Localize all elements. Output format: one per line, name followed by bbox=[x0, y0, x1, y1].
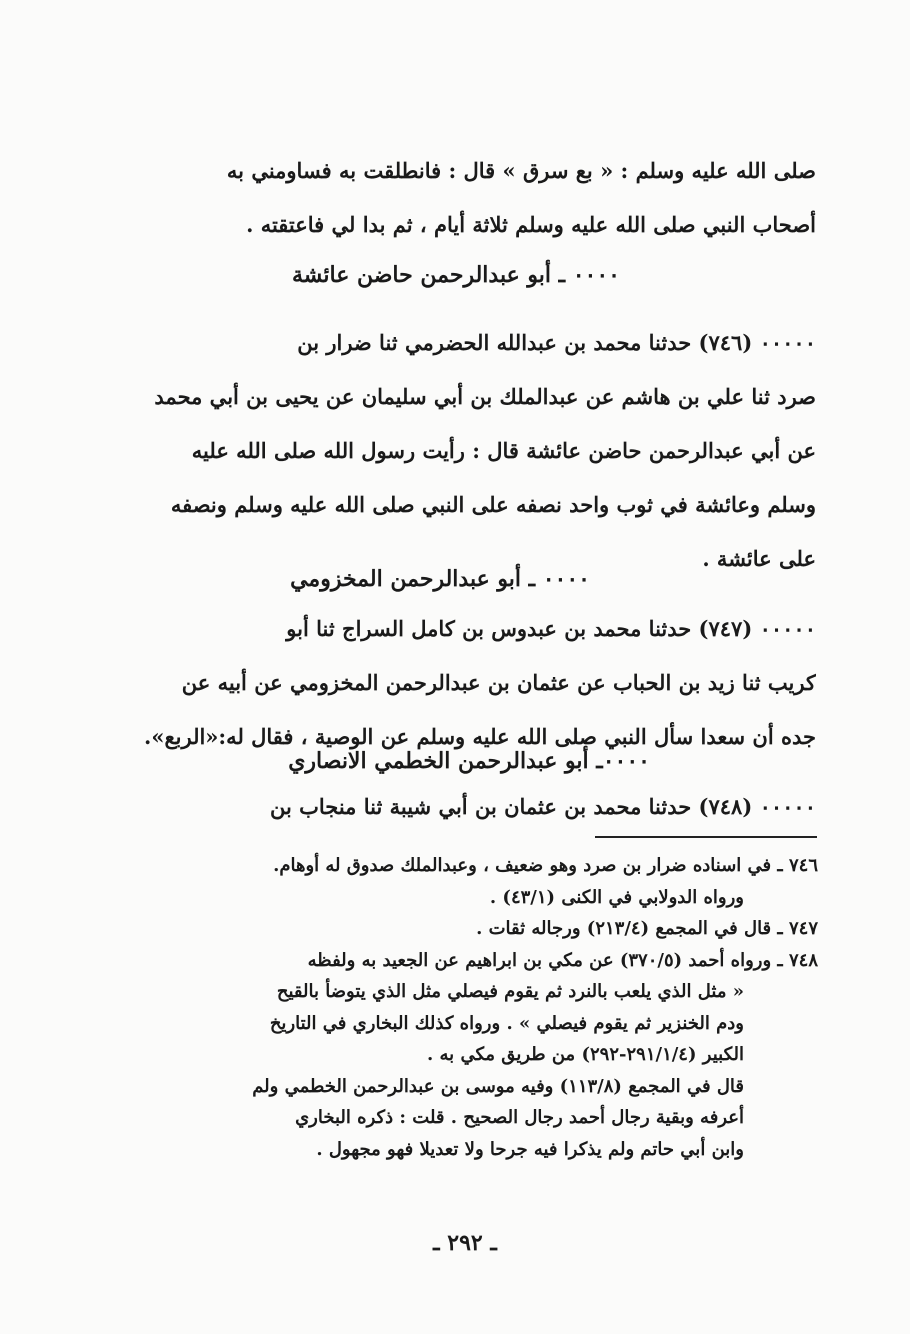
paragraph-1 bbox=[108, 144, 816, 252]
footnote-line: أعرفه وبقية رجال أحمد رجال الصحيح . قلت : ذكره البخاري bbox=[295, 1107, 744, 1128]
footnote-746: ٧٤٦ ـ في اسناده ضرار بن صرد وهو ضعيف ، وعبدالملك صدوق له أوهام. bbox=[273, 855, 818, 876]
section-heading: ٠٠٠٠ ـ أبو عبدالرحمن حاضن عائشة bbox=[291, 262, 620, 288]
footnote-747: ٧٤٧ ـ قال في المجمع (٢١٣/٤) ورجاله ثقات . bbox=[476, 918, 818, 939]
text-line: صلى الله عليه وسلم : « بع سرق » قال : فانطلقت به فساومني به bbox=[226, 158, 816, 183]
footnote-line: ورواه الدولابي في الكنى (٤٣/١) . bbox=[489, 886, 744, 908]
text-line: على عائشة . bbox=[702, 546, 816, 571]
paragraph-3 bbox=[108, 602, 816, 764]
text-line: كريب ثنا زيد بن الحباب عن عثمان بن عبدالرحمن المخزومي عن أبيه عن bbox=[181, 670, 816, 695]
section-heading: ٠٠٠٠ـ أبو عبدالرحمن الخطمي الانصاري bbox=[288, 748, 650, 774]
paragraph-4 bbox=[108, 780, 816, 834]
footnote-line: قال في المجمع (١١٣/٨) وفيه موسى بن عبدالرحمن الخطمي ولم bbox=[252, 1075, 744, 1097]
paragraph-2 bbox=[108, 316, 816, 586]
footnote-separator bbox=[595, 836, 817, 838]
footnote-748: ٧٤٨ ـ ورواه أحمد (٣٧٠/٥) عن مكي بن ابراهيم عن الجعيد به ولفظه bbox=[307, 949, 818, 971]
text-line: جده أن سعدا سأل النبي صلى الله عليه وسلم عن الوصية ، فقال له:«الربع». bbox=[144, 724, 816, 749]
text-line: عن أبي عبدالرحمن حاضن عائشة قال : رأيت رسول الله صلى الله عليه bbox=[191, 438, 816, 463]
text-line: وسلم وعائشة في ثوب واحد نصفه على النبي صلى الله عليه وسلم ونصفه bbox=[170, 492, 816, 517]
footnote-line: الكبير (٢٩١/١/٤-٢٩٢) من طريق مكي به . bbox=[427, 1044, 744, 1065]
footnote-line: « مثل الذي يلعب بالنرد ثم يقوم فيصلي مثل الذي يتوضأ بالقيح bbox=[276, 981, 744, 1002]
section-heading: ٠٠٠٠ ـ أبو عبدالرحمن المخزومي bbox=[290, 566, 590, 592]
page-number: ـ ٢٩٢ ـ bbox=[433, 1230, 497, 1256]
footnote-line: ودم الخنزير ثم يقوم فيصلي » . ورواه كذلك البخاري في التاريخ bbox=[269, 1012, 744, 1034]
text-line: صرد ثنا علي بن هاشم عن عبدالملك بن أبي سليمان عن يحيى بن أبي محمد bbox=[154, 384, 816, 409]
footnotes bbox=[112, 850, 818, 1165]
text-line: أصحاب النبي صلى الله عليه وسلم ثلاثة أيام ، ثم بدا لي فاعتقته . bbox=[246, 212, 816, 237]
text-line: ٠٠٠٠٠ (٧٤٨) حدثنا محمد بن عثمان بن أبي شيبة ثنا منجاب بن bbox=[269, 794, 816, 819]
footnote-line: وابن أبي حاتم ولم يذكرا فيه جرحا ولا تعديلا فهو مجهول . bbox=[316, 1138, 744, 1160]
text-line: ٠٠٠٠٠ (٧٤٦) حدثنا محمد بن عبدالله الحضرمي ثنا ضرار بن bbox=[297, 330, 816, 355]
text-line: ٠٠٠٠٠ (٧٤٧) حدثنا محمد بن عبدوس بن كامل السراج ثنا أبو bbox=[286, 616, 816, 641]
